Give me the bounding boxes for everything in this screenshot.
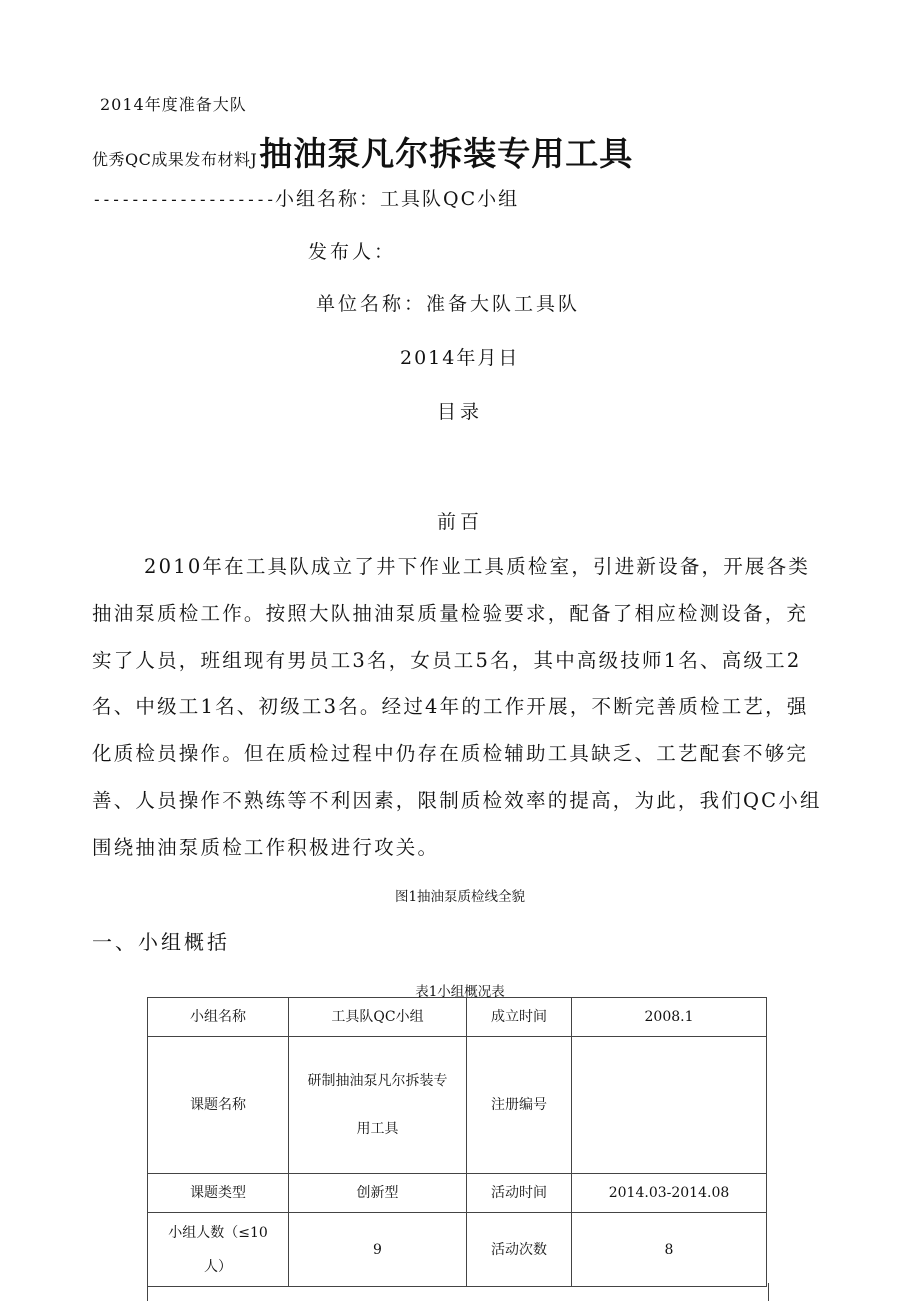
group-dashes: -------------------: [92, 190, 276, 209]
group-name-text: 小组名称：工具队QC小组: [275, 188, 520, 210]
table-cell: [289, 1037, 467, 1174]
title-prefix: 优秀QC成果发布材料J: [92, 150, 258, 169]
figure-caption: 图1抽油泵质检线全貌: [394, 889, 526, 905]
table-cell: 9: [289, 1213, 467, 1287]
unit-line: 单位名称：准备大队工具队: [316, 293, 581, 315]
table-cell: 小组名称: [148, 998, 289, 1037]
table-cell: 课题名称: [148, 1037, 289, 1174]
table-row: [148, 1037, 767, 1174]
topic-name-line1: 研制抽油泵凡尔拆装专: [307, 1073, 448, 1089]
table-caption: 表1小组概况表: [415, 984, 505, 1000]
members-label-line1: 小组人数（≤10: [168, 1224, 268, 1241]
table-row: [148, 1213, 767, 1287]
date-line: 2014年月日: [400, 347, 520, 369]
table-row: [148, 998, 767, 1037]
table-cell: [148, 1213, 289, 1287]
table-continuation: [147, 1283, 769, 1301]
toc-heading: 目录: [437, 401, 484, 423]
document-title: [92, 128, 633, 175]
preface-paragraph: 2010年在工具队成立了井下作业工具质检室，引进新设备，开展各类抽油泵质检工作。按照大队抽油泵质量检验要求，配备了相应检测设备，充实了人员，班组现有男员工3名，女员工5名，其中高级技师1名、高级工2名、中级工1名、初级工3名。经过4年的工作开展，不断完善质检工艺，强化质检员操作。但在质检过程中仍存在质检辅助工具缺乏、工艺配套不够完善、人员操作不熟练等不利因素，限制质检效率的提高，为此，我们QC小组围绕抽油泵质检工作积极进行攻关。: [92, 555, 822, 859]
table-cell: 注册编号: [467, 1037, 572, 1174]
table-cell: 工具队QC小组: [289, 998, 467, 1037]
group-summary-table: [147, 997, 767, 1287]
publisher-line: 发布人：: [308, 241, 397, 263]
title-main: 抽油泵凡尔拆装专用工具: [259, 134, 634, 173]
preface-heading: 前百: [437, 511, 484, 533]
section-heading: 一、小组概括: [92, 930, 230, 954]
table-cell: 活动时间: [467, 1174, 572, 1213]
table-cell: 创新型: [289, 1174, 467, 1213]
group-name-line: [92, 184, 519, 211]
table-cell: 课题类型: [148, 1174, 289, 1213]
table-row: [148, 1174, 767, 1213]
table-cell: 活动次数: [467, 1213, 572, 1287]
header-year-line: 2014年度准备大队: [100, 95, 247, 114]
table-cell: [572, 1037, 767, 1174]
table-cell: 8: [572, 1213, 767, 1287]
members-label-line2: 人）: [204, 1258, 232, 1275]
table-cell: 2014.03-2014.08: [572, 1174, 767, 1213]
table-cell: 2008.1: [572, 998, 767, 1037]
table-cell: 成立时间: [467, 998, 572, 1037]
topic-name-line2: 用工具: [356, 1121, 399, 1137]
